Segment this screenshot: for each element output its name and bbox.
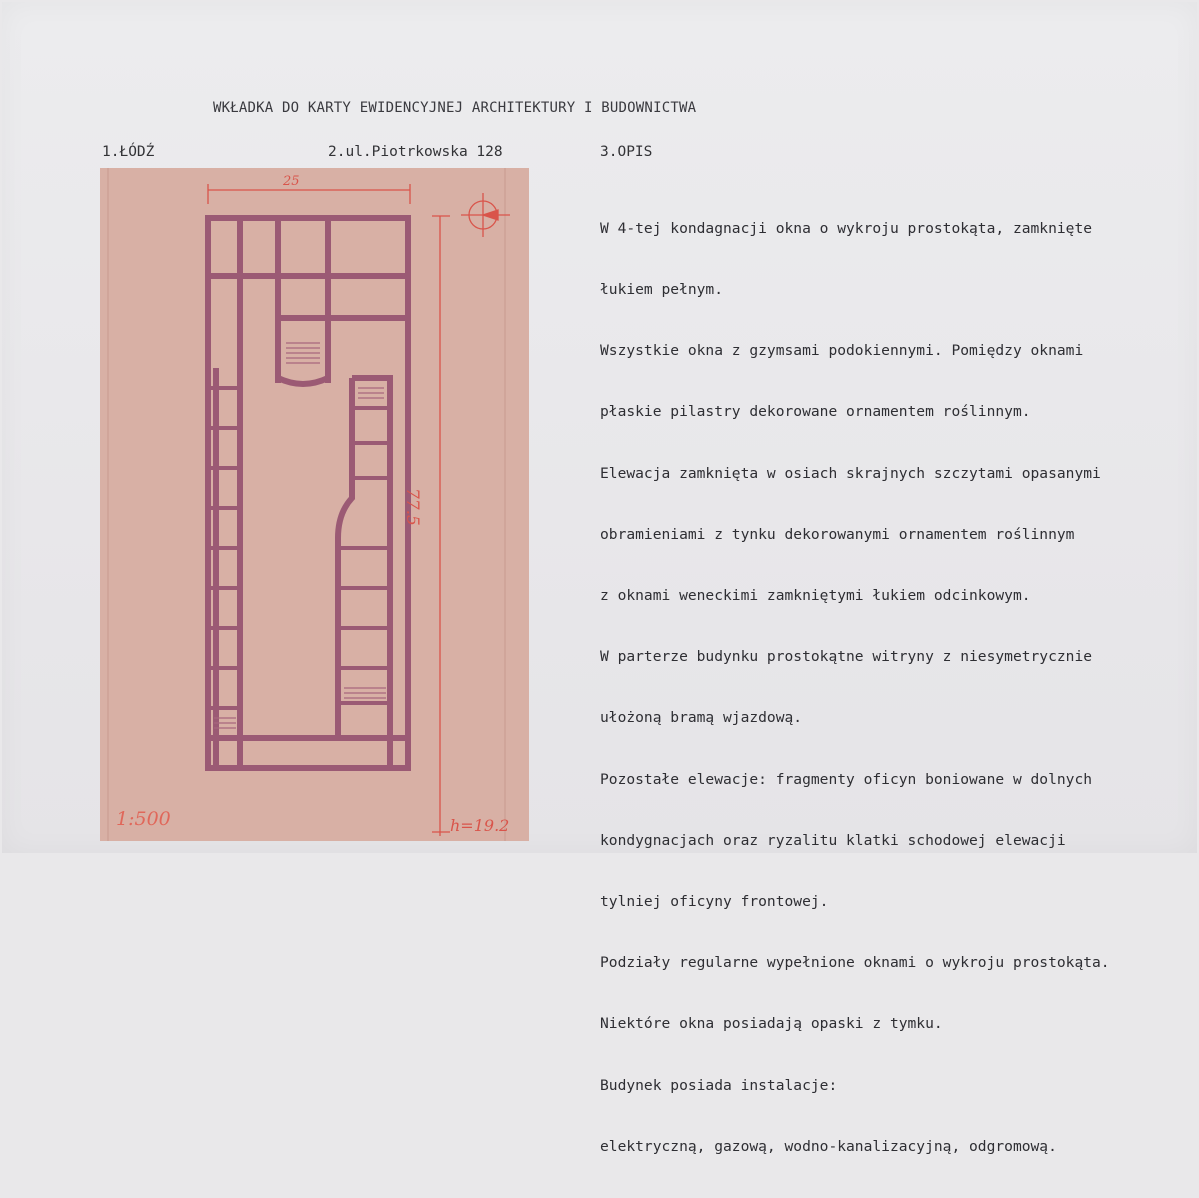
city-field: 1.ŁÓDŹ bbox=[102, 144, 155, 160]
description-line: z oknami weneckimi zamkniętymi łukiem odcinkowym. bbox=[600, 587, 1031, 605]
document-sheet bbox=[2, 2, 1197, 1155]
description-line: obramieniami z tynku dekorowanymi ornamentem roślinnym bbox=[600, 525, 1075, 543]
description-line: elektryczną, gazową, wodno-kanalizacyjną, odgromową. bbox=[600, 1137, 1057, 1155]
description-line: W parterze budynku prostokątne witryny z niesymetrycznie bbox=[600, 648, 1093, 666]
description-line: Elewacja zamknięta w osiach skrajnych szczytami opasanymi bbox=[600, 464, 1101, 482]
description-line: Pozostałe elewacje: fragmenty oficyn boniowane w dolnych bbox=[600, 770, 1093, 788]
description-line: Podziały regularne wypełnione oknami o wykroju prostokąta. bbox=[600, 954, 1110, 972]
width-dimension-line bbox=[208, 184, 410, 204]
left-wing-rooms bbox=[208, 388, 240, 708]
right-wing-rooms bbox=[338, 408, 390, 703]
length-dimension-label: 77.5 bbox=[402, 488, 422, 526]
length-dimension-line bbox=[432, 216, 450, 836]
description-line: Budynek posiada instalacje: bbox=[600, 1076, 838, 1094]
address-field: 2.ul.Piotrkowska 128 bbox=[328, 144, 503, 160]
description-line: W 4-tej kondagnacji okna o wykroju prostokąta, zamknięte bbox=[600, 219, 1093, 237]
description-line: Wszystkie okna z gzymsami podokiennymi. Pomiędzy oknami bbox=[600, 342, 1084, 360]
description-heading: 3.OPIS bbox=[600, 144, 653, 160]
width-dimension-label: 25 bbox=[283, 174, 300, 189]
document-title: WKŁADKA DO KARTY EWIDENCYJNEJ ARCHITEKTURY I BUDOWNICTWA bbox=[213, 100, 697, 116]
description-line: łukiem pełnym. bbox=[600, 281, 724, 299]
description-line: tylniej oficyny frontowej. bbox=[600, 893, 829, 911]
floor-plan-drawing bbox=[100, 168, 529, 841]
north-arrow-icon bbox=[461, 193, 510, 237]
description-line: kondygnacjach oraz ryzalitu klatki schodowej elewacji bbox=[600, 831, 1066, 849]
floor-plan-photo bbox=[100, 168, 529, 841]
description-text bbox=[600, 178, 1190, 1198]
height-label: h=19.2 bbox=[450, 816, 510, 835]
building-walls bbox=[208, 218, 408, 768]
description-line: ułożoną bramą wjazdową. bbox=[600, 709, 803, 727]
description-line: płaskie pilastry dekorowane ornamentem roślinnym. bbox=[600, 403, 1031, 421]
scale-label: 1:500 bbox=[116, 808, 171, 830]
description-line: Niektóre okna posiadają opaski z tymku. bbox=[600, 1015, 943, 1033]
